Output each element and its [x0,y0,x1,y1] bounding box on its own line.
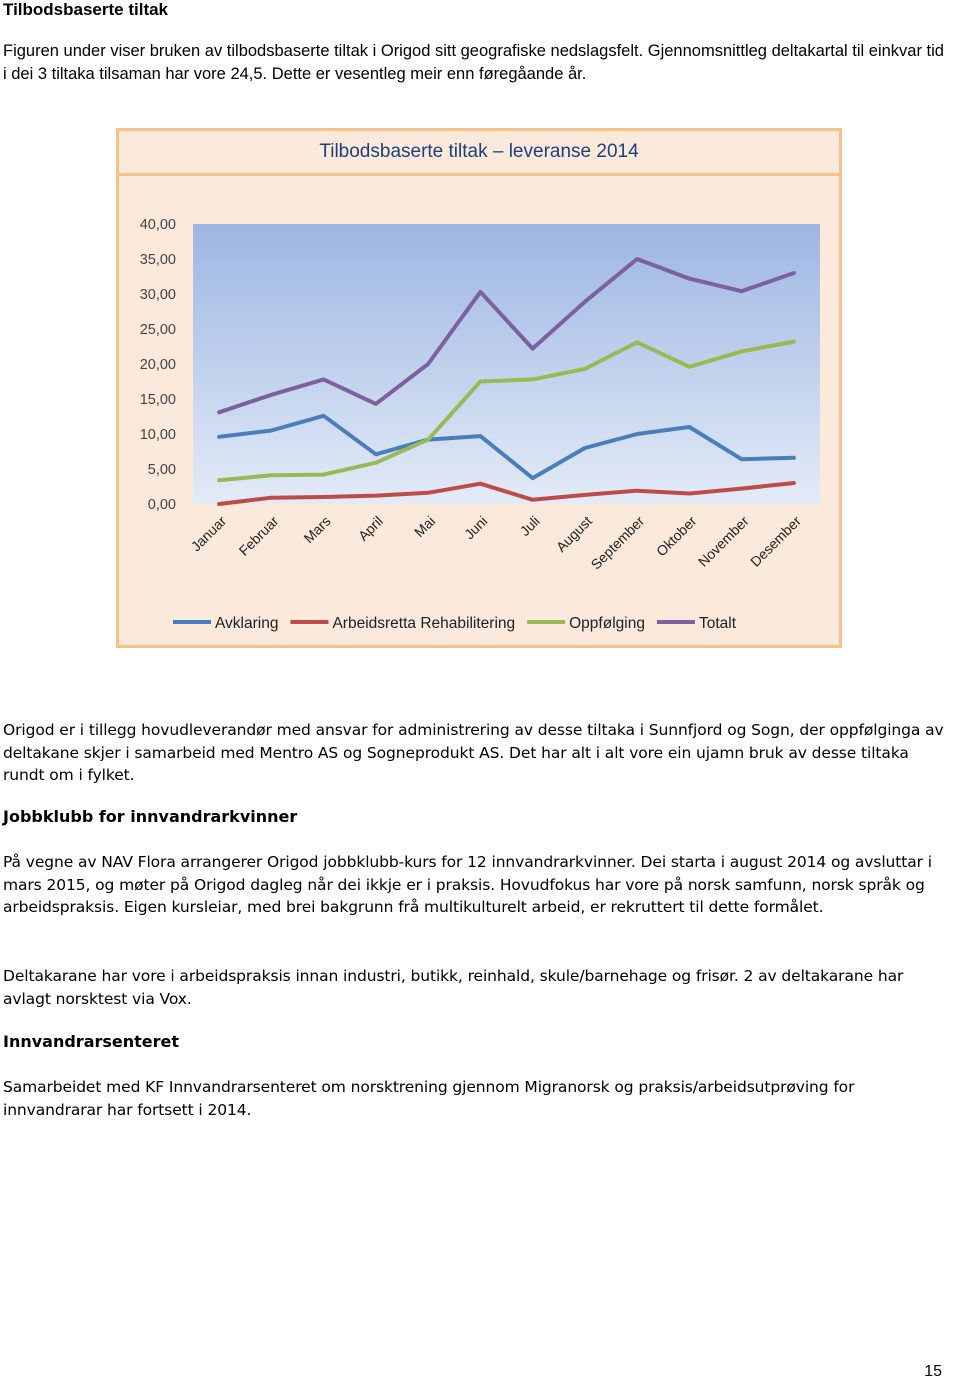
line-chart [116,128,842,648]
legend-label: Totalt [698,615,737,632]
plot-area [193,224,820,504]
y-tick-label: 35,00 [139,252,176,268]
x-tick-label: Mars [300,512,334,547]
y-tick-label: 5,00 [147,462,176,478]
jobbklubb-paragraph-2: Deltakarane har vore i arbeidspraksis innan industri, butikk, reinhald, skule/barnehage og frisør. 2 av deltakarane har avlagt norsktest via Vox. [3,967,904,1008]
x-tick-label: Oktober [652,512,700,560]
x-tick-label: Juli [516,512,543,539]
chart-title: Tilbodsbaserte tiltak – leveranse 2014 [319,141,639,162]
legend-label: Avklaring [215,615,279,632]
y-tick-label: 30,00 [139,287,176,303]
x-tick-label: August [552,512,595,555]
jobbklubb-heading: Jobbklubb for innvandrarkvinner [3,807,298,826]
origod-paragraph: Origod er i tillegg hovudleverandør med ansvar for administrering av desse tiltaka i Sunnfjord og Sogn, der oppfølginga av deltakane skjer i samarbeid med Mentro AS og Sogneprodukt AS. Det har alt i alt vore ein ujamn bruk av desse tiltaka rundt om i fylket. [3,721,944,784]
intro-paragraph: Figuren under viser bruken av tilbodsbaserte tiltak i Origod sitt geografiske nedslagsfelt. Gjennomsnittleg deltakartal til einkvar tid i dei 3 tiltaka tilsaman har vore 24,5. Dette er vesentleg meir enn føregåande år. [3,42,944,83]
x-tick-label: Mai [410,512,439,541]
x-tick-label: September [587,512,648,573]
jobbklubb-paragraph-1: På vegne av NAV Flora arrangerer Origod jobbklubb-kurs for 12 innvandrarkvinner. Dei starta i august 2014 og avsluttar i mars 2015, og møter på Origod dagleg når dei ikkje er i praksis. Hovudfokus har vore på norsk samfunn, norsk språk og arbeidspraksis. Eigen kursleiar, med brei bakgrunn frå multikulturelt arbeid, er rekruttert til dette formålet. [3,853,932,916]
x-tick-label: November [694,512,752,570]
innvandrar-heading: Innvandrarsenteret [3,1032,180,1051]
page-number: 15 [924,1363,942,1380]
y-tick-label: 10,00 [139,427,176,443]
y-axis [140,217,176,513]
x-tick-label: Juni [461,512,491,543]
y-tick-label: 25,00 [139,322,176,338]
innvandrar-paragraph: Samarbeidet med KF Innvandrarsenteret om norsktrening gjennom Migranorsk og praksis/arbeidsutprøving for innvandrarar har fortsett i 2014. [3,1078,855,1119]
x-tick-label: Februar [235,512,282,559]
y-tick-label: 20,00 [139,357,176,373]
x-tick-label: April [354,512,386,544]
section-heading: Tilbodsbaserte tiltak [3,0,169,19]
y-tick-label: 0,00 [147,497,176,513]
y-tick-label: 15,00 [139,392,176,408]
x-axis [188,513,805,573]
legend-label: Oppfølging [569,615,645,632]
legend [173,615,737,632]
legend-label: Arbeidsretta Rehabilitering [332,615,516,632]
y-tick-label: 40,00 [139,217,176,233]
x-tick-label: Desember [747,512,804,570]
x-tick-label: Januar [187,512,230,555]
